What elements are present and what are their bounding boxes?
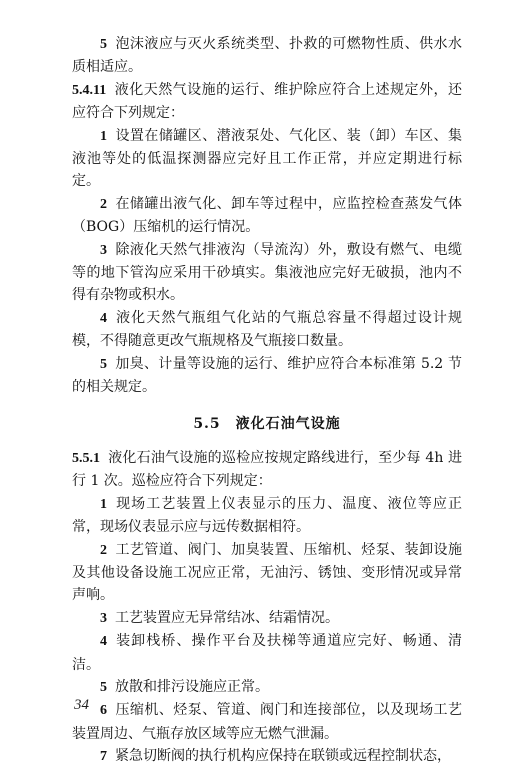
list-item: 3 工艺装置应无异常结冰、结霜情况。: [100, 609, 339, 626]
list-item: 2 在储罐出液气化、卸车等过程中，应监控检查蒸发气体（BOG）压缩机的运行情况。: [72, 195, 462, 236]
list-item: 7 紧急切断阀的执行机构应保持在联锁或远程控制状态，: [100, 748, 451, 765]
list-item: 3 除液化天然气排液沟（导流沟）外，敷设有燃气、电缆等的地下管沟应采用干砂填实。集液池应完好无破损，池内不得有杂物或积水。: [72, 241, 462, 304]
list-item: 1 现场工艺装置上仪表显示的压力、温度、液位等应正常，现场仪表显示应与远传数据相符。: [72, 495, 462, 536]
list-item: 6 压缩机、烃泵、管道、阀门和连接部位，以及现场工艺装置周边、气瓶存放区域等应无燃气泄漏。: [72, 702, 462, 742]
clause-paragraph: 5.4.11 液化天然气设施的运行、维护除应符合上述规定外，还应符合下列规定：: [72, 81, 462, 122]
page-number: 34: [74, 697, 89, 713]
list-item: 5 放散和排污设施应正常。: [100, 678, 269, 695]
page-body: [72, 33, 462, 769]
clause-paragraph: 5.5.1 液化石油气设施的巡检应按规定路线进行，至少每 4h 进行 1 次。巡检应符合下列规定：: [72, 449, 462, 490]
list-item: 2 工艺管道、阀门、加臭装置、压缩机、烃泵、装卸设施及其他设备设施工况应正常，无油污、锈蚀、变形情况或异常声响。: [72, 541, 462, 604]
list-item: 4 液化天然气瓶组气化站的气瓶总容量不得超过设计规模，不得随意更改气瓶规格及气瓶接口数量。: [72, 309, 462, 350]
list-item: 1 设置在储罐区、潜液泵处、气化区、装（卸）车区、集液池等处的低温探测器应完好且工作正常，并应定期进行标定。: [72, 127, 462, 190]
list-item: 5 加臭、计量等设施的运行、维护应符合本标准第 5.2 节的相关规定。: [72, 355, 462, 396]
section-heading: 5.5 液化石油气设施: [193, 415, 341, 432]
list-item: 4 装卸栈桥、操作平台及扶梯等通道应完好、畅通、清洁。: [72, 633, 462, 673]
list-item: 5 泡沫液应与灭火系统类型、扑救的可燃物性质、供水水质相适应。: [72, 36, 462, 76]
